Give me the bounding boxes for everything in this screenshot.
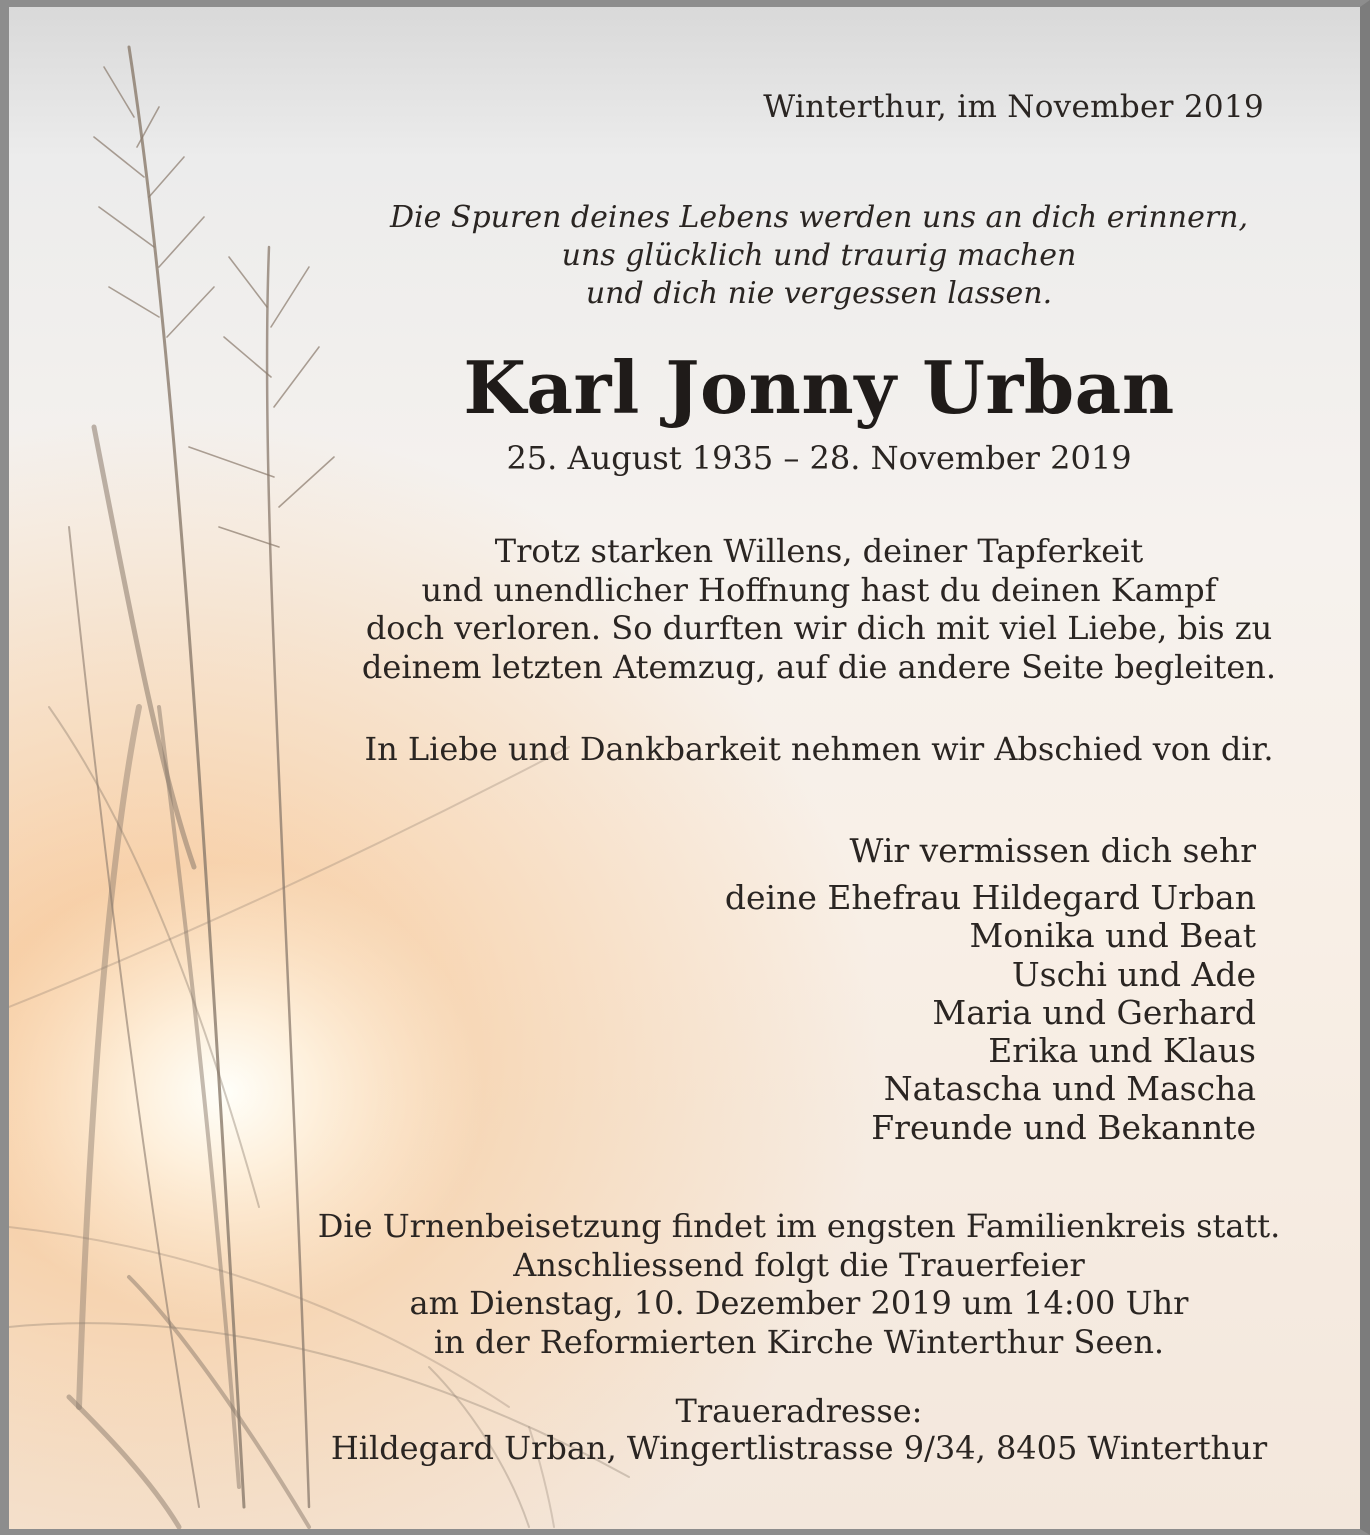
tribute-line: Trotz starken Willens, deiner Tapferkeit xyxy=(494,532,1144,570)
ceremony-line: Anschliessend folgt die Trauerfeier xyxy=(513,1245,1085,1284)
mourner: Erika und Klaus xyxy=(988,1031,1256,1071)
tribute-line: deinem letzten Atemzug, auf die andere Seite begleiten. xyxy=(361,647,1277,686)
mourner: Maria und Gerhard xyxy=(932,992,1256,1032)
motto-line: Die Spuren deines Lebens werden uns an dich erinnern, xyxy=(389,200,1249,235)
mourner: Freunde und Bekannte xyxy=(871,1107,1256,1147)
motto-line: und dich nie vergessen lassen. xyxy=(585,276,1053,311)
tribute-paragraph xyxy=(269,532,1369,686)
ceremony-line: in der Reformierten Kirche Winterthur Seen. xyxy=(433,1322,1165,1361)
memorial-motto xyxy=(389,199,1249,313)
miss-line: Wir vermissen dich sehr xyxy=(849,831,1256,870)
tribute-line: und unendlicher Hoffnung hast du deinen Kampf xyxy=(421,570,1217,609)
address-label: Traueradresse: xyxy=(675,1392,923,1430)
ceremony-line: am Dienstag, 10. Dezember 2019 um 14:00 Uhr xyxy=(409,1284,1189,1322)
mourner: deine Ehefrau Hildegard Urban xyxy=(724,878,1256,917)
tribute-line: doch verloren. So durften wir dich mit viel Liebe, bis zu xyxy=(365,609,1273,647)
mourner: Uschi und Ade xyxy=(1011,954,1256,994)
mourner: Monika und Beat xyxy=(969,916,1256,956)
place-and-date: Winterthur, im November 2019 xyxy=(763,89,1264,125)
ceremony-info xyxy=(269,1207,1329,1361)
mourners-list xyxy=(725,879,1256,1147)
ceremony-line: Die Urnenbeisetzung findet im engsten Familienkreis statt. xyxy=(317,1207,1281,1245)
life-dates: 25. August 1935 – 28. November 2019 xyxy=(506,439,1132,477)
mourning-address: Hildegard Urban, Wingertlistrasse 9/34, 8405 Winterthur xyxy=(330,1429,1268,1467)
farewell-line: In Liebe und Dankbarkeit nehmen wir Abschied von dir. xyxy=(364,730,1274,768)
motto-line: uns glücklich und traurig machen xyxy=(561,238,1077,273)
mourner: Natascha und Mascha xyxy=(883,1069,1256,1109)
deceased-name: Karl Jonny Urban xyxy=(463,345,1175,430)
